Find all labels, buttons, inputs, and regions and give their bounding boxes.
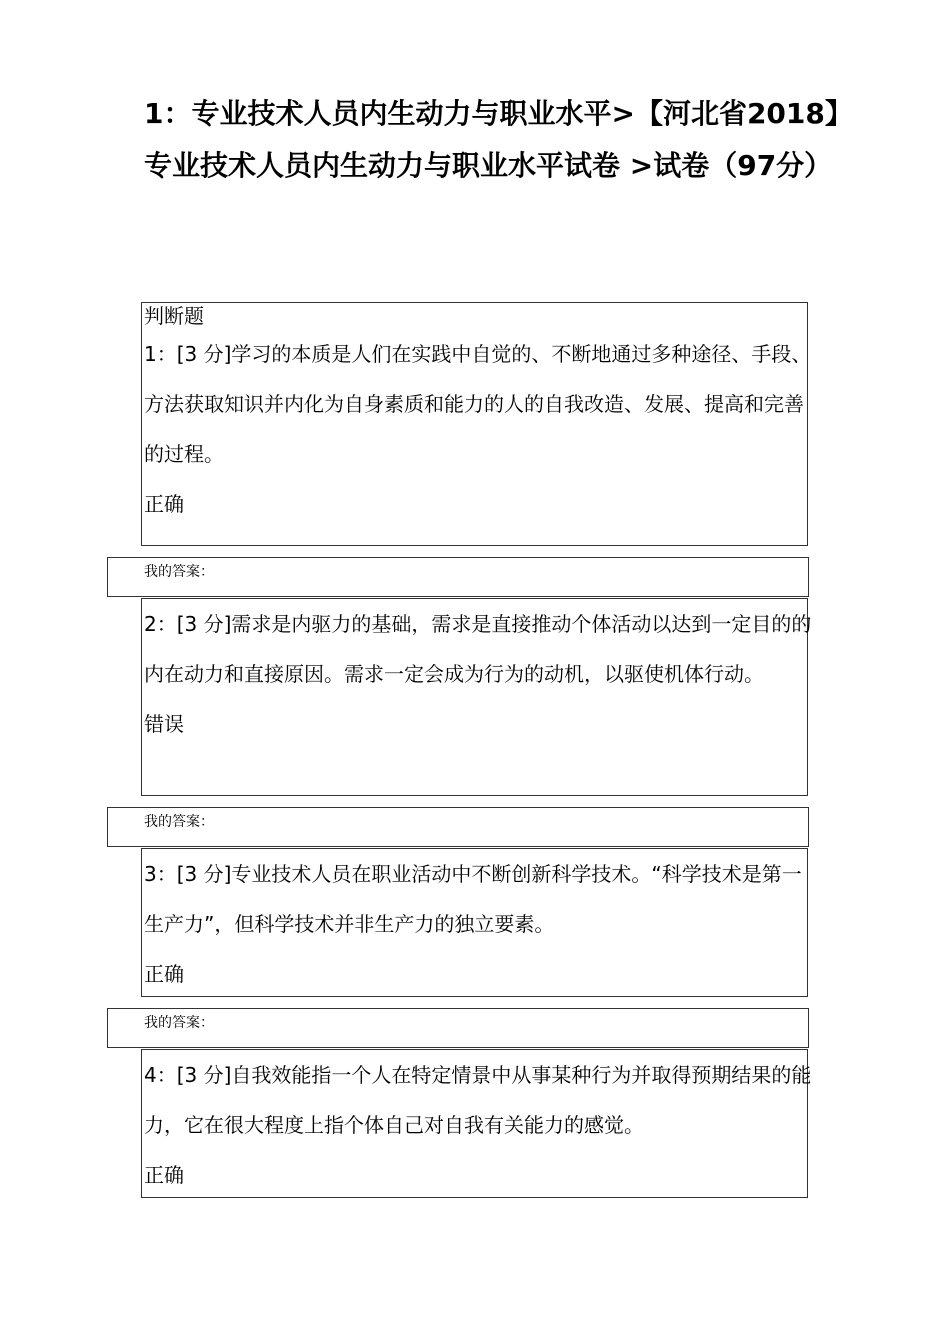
my-answer-label: 我的答案： [144,814,214,830]
question-box [141,1049,812,1198]
my-answer-label: 我的答案： [144,1015,214,1031]
question-text: 2：[3 分]需求是内驱力的基础，需求是直接推动个体活动以达到一定目的的内在动力和直接原因。需求一定会成为行为的动机，以驱使机体行动。 [144,612,812,686]
my-answer-box [107,557,809,597]
question-text: 3：[3 分]专业技术人员在职业活动中不断创新科学技术。“科学技术是第一生产力”，但科学技术并非生产力的独立要素。 [144,862,802,936]
question-box [141,302,812,546]
correct-answer: 正确 [144,492,184,516]
my-answer-box [107,1008,809,1048]
question-box [141,848,808,997]
my-answer-box [107,807,809,847]
section-heading: 判断题 [144,304,204,328]
my-answer-label: 我的答案： [144,564,214,580]
question-text: 4：[3 分]自我效能指一个人在特定情景中从事某种行为并取得预期结果的能力，它在很大程度上指个体自己对自我有关能力的感觉。 [144,1063,812,1137]
page-title: 1：专业技术人员内生动力与职业水平>【河北省2018】专业技术人员内生动力与职业水平试卷 >试卷（97分） [144,97,839,182]
question-box [141,598,812,796]
correct-answer: 正确 [144,962,184,986]
question-text: 1：[3 分]学习的本质是人们在实践中自觉的、不断地通过多种途径、手段、方法获取知识并内化为自身素质和能力的人的自我改造、发展、提高和完善的过程。 [144,342,812,466]
correct-answer: 错误 [144,712,184,736]
correct-answer: 正确 [144,1163,184,1187]
